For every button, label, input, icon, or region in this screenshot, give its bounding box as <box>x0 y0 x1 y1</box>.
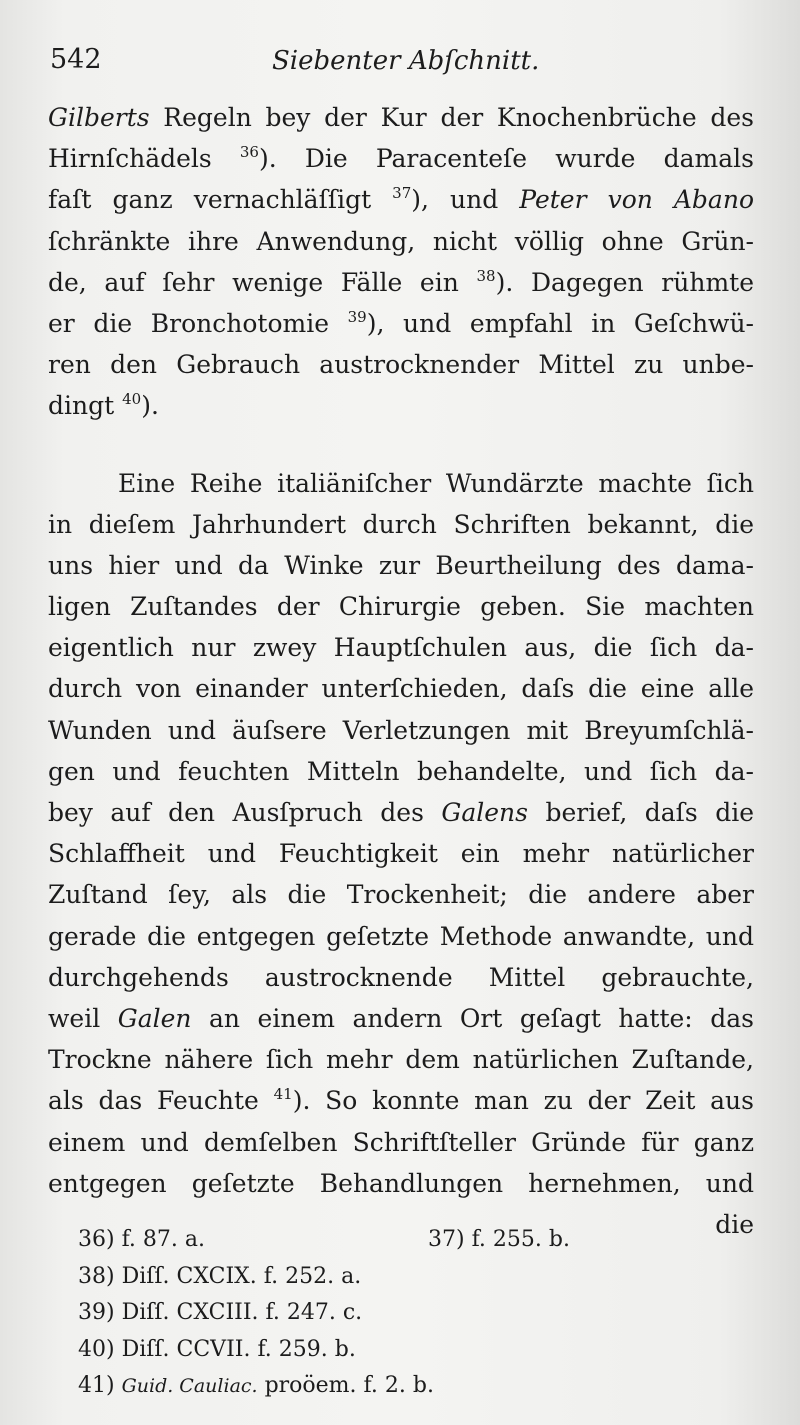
text-line <box>48 344 754 385</box>
text-run: ſchränkte ihre Anwendung, nicht völlig ohne Grün- <box>48 226 754 256</box>
text-line: eigentlich nur zwey Hauptſchulen aus, die ſich da- <box>48 633 754 663</box>
source-abbreviation: Guid. Cauliac. <box>121 1375 258 1397</box>
text-run: an einem andern Ort geſagt hatte: das <box>191 1003 754 1033</box>
person-name: Galens <box>441 798 528 827</box>
text-line: durch von einander unterſchieden, daſs die eine alle <box>48 674 754 704</box>
footnotes <box>78 1222 738 1405</box>
footnote-38: 38) Diſſ. CXCIX. f. 252. a. <box>78 1263 362 1289</box>
person-name: Gilberts <box>48 103 150 132</box>
text-line: entgegen geſetzte Behandlungen hernehmen, und <box>48 1168 754 1198</box>
text-line: in dieſem Jahrhundert durch Schriften bekannt, die <box>48 509 754 539</box>
text-run: er die Bronchotomie <box>48 308 348 338</box>
footnote-ref: 36 <box>239 143 259 162</box>
body-text <box>48 97 754 1245</box>
footnote-39: 39) Diſſ. CXCIII. f. 247. c. <box>78 1300 363 1325</box>
text-line <box>48 97 754 138</box>
text-run: proöem. f. 2. b. <box>257 1373 434 1398</box>
text-line: gerade die entgegen geſetzte Methode anwandte, und <box>48 921 754 951</box>
text-run: ren den Gebrauch austrocknender Mittel zu unbe- <box>48 350 754 380</box>
text-run: Regeln bey der Kur der Knochenbrüche des <box>149 103 754 132</box>
footnote-41 <box>78 1368 738 1405</box>
text-line <box>48 303 754 344</box>
text-run: de, auf ſehr wenige Fälle ein <box>48 267 477 297</box>
text-run: als das Feuchte <box>48 1086 274 1116</box>
text-line <box>48 262 754 303</box>
footnote-ref: 41 <box>273 1085 293 1104</box>
text-run: ), und empfahl in Geſchwü- <box>366 308 754 338</box>
person-name: Peter von Abano <box>519 185 754 215</box>
footnote-row <box>78 1222 738 1259</box>
text-line <box>48 138 754 179</box>
text-run: faſt ganz vernachläſſigt <box>48 185 393 215</box>
person-name: Galen <box>117 1003 192 1033</box>
page-header <box>50 44 750 94</box>
text-line: Zuſtand ſey, als die Trockenheit; die andere aber <box>48 880 754 910</box>
text-line: gen und feuchten Mitteln behandelte, und ſich da- <box>48 756 754 786</box>
text-run: weil <box>48 1003 118 1033</box>
text-run: ). Die Paracenteſe wurde damals <box>258 144 754 174</box>
text-run: dingt <box>48 391 123 421</box>
text-run: ). Dagegen rühmte <box>495 267 754 297</box>
text-line <box>48 792 754 833</box>
text-line <box>48 385 754 426</box>
text-line <box>48 179 754 220</box>
text-line: durchgehends austrocknende Mittel gebrauchte, <box>48 962 754 992</box>
text-line: ligen Zuſtandes der Chirurgie geben. Sie machten <box>48 592 754 622</box>
footnote-ref: 38 <box>476 266 496 285</box>
footnote-36: 36) f. 87. a. <box>78 1227 206 1252</box>
text-run: ), und <box>411 185 520 215</box>
text-line <box>48 1080 754 1121</box>
text-run: ). So konnte man zu der Zeit aus <box>292 1086 754 1116</box>
text-run: berief, daſs die <box>528 798 754 827</box>
paragraph-gap <box>48 427 754 463</box>
footnote-ref: 37 <box>392 184 412 203</box>
text-run: Hirnſchädels <box>48 144 240 174</box>
text-run: bey auf den Ausſpruch des <box>48 798 442 827</box>
text-line: Wunden und äuſsere Verletzungen mit Breyumſchlä- <box>48 715 754 745</box>
footnote-37: 37) f. 255. b. <box>428 1227 570 1252</box>
text-line: uns hier und da Winke zur Beurtheilung des dama- <box>48 550 754 580</box>
text-line <box>48 221 754 262</box>
text-run: ). <box>141 391 159 421</box>
text-line: Trockne nähere ſich mehr dem natürlichen Zuſtande, <box>48 1045 754 1075</box>
footnote-number: 41) <box>78 1373 122 1398</box>
text-line: Schlaffheit und Feuchtigkeit ein mehr natürlicher <box>48 839 754 869</box>
text-line: Eine Reihe italiäniſcher Wundärzte machte ſich <box>118 468 754 498</box>
footnote-40: 40) Diſſ. CCVII. f. 259. b. <box>78 1336 356 1362</box>
text-line: einem und demſelben Schriftſteller Gründe für ganz <box>48 1127 754 1157</box>
page-number: 542 <box>50 44 102 75</box>
catchword: die <box>715 1209 754 1239</box>
footnote-ref: 40 <box>122 390 142 409</box>
running-title: Siebenter Abſchnitt. <box>272 46 540 76</box>
footnote-ref: 39 <box>347 307 367 326</box>
text-line <box>48 998 754 1039</box>
